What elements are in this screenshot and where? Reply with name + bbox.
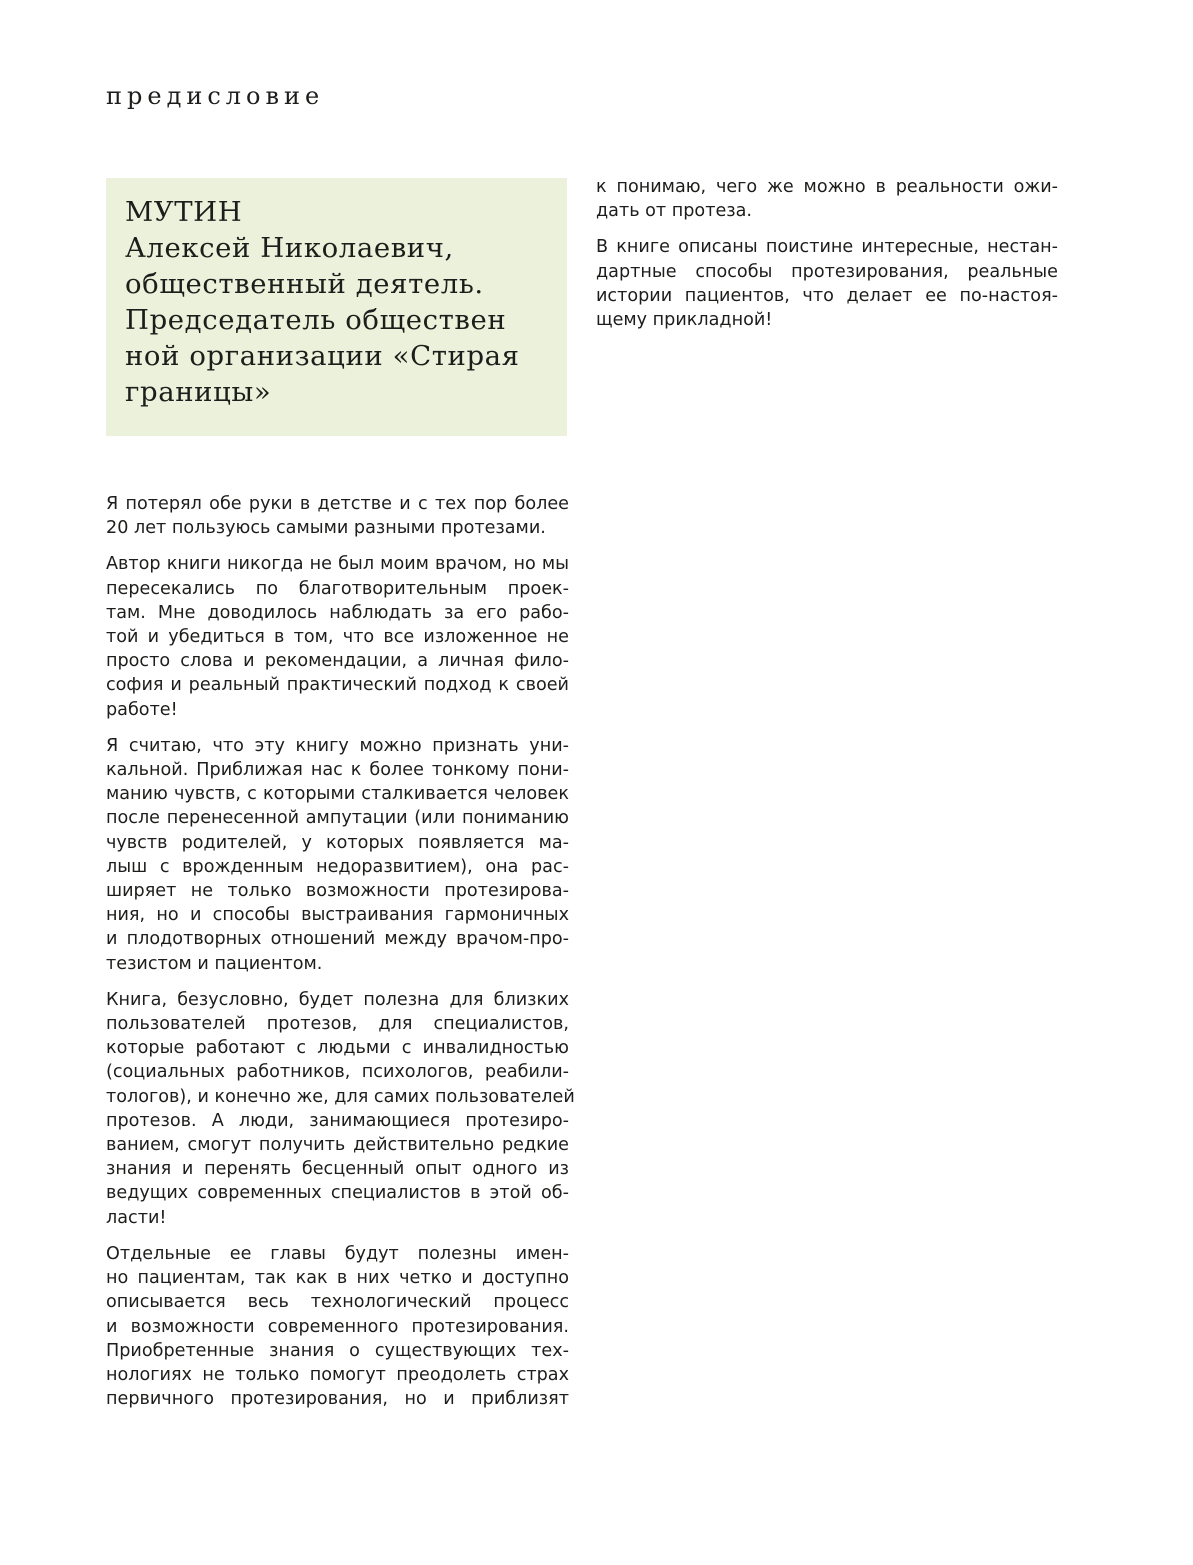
text-line: истории пациентов, что делает ее по-настоя-	[596, 285, 1058, 306]
author-info-line: границы»	[125, 376, 272, 408]
paragraph	[106, 492, 569, 540]
text-line: Я потерял обе руки в детстве и с тех пор более	[106, 494, 569, 514]
text-line: кальной. Приближая нас к более тонкому пони-	[106, 760, 569, 781]
text-line: софия и реальный практический подход к своей	[106, 675, 569, 696]
text-line: Автор книги никогда не был моим врачом, но мы	[106, 554, 569, 575]
text-line: и возможности современного протезирования.	[106, 1316, 569, 1337]
text-line: описывается весь технологический процесс	[106, 1292, 569, 1313]
author-info-box	[106, 178, 567, 436]
text-line: протезов. А люди, занимающиеся протезиро-	[106, 1110, 569, 1131]
text-line: просто слова и рекомендации, а личная фило-	[106, 651, 569, 672]
text-line: Я считаю, что эту книгу можно признать уни-	[106, 735, 569, 756]
text-line: тезистом и пациентом.	[106, 953, 323, 974]
text-line: ласти!	[106, 1207, 167, 1228]
text-line: тологов), и конечно же, для самих пользователей	[106, 1086, 575, 1107]
paragraph	[106, 1242, 569, 1411]
text-line: дартные способы протезирования, реальные	[596, 261, 1058, 282]
paragraph	[596, 175, 1058, 223]
text-line: к понимаю, чего же можно в реальности ожи-	[596, 177, 1058, 197]
text-line: чувств родителей, у которых появляется ма-	[106, 832, 569, 853]
text-line: ния, но и способы выстраивания гармоничных	[106, 905, 569, 926]
text-line: и плодотворных отношений между врачом-про-	[106, 929, 569, 950]
section-label: предисловие	[106, 82, 325, 110]
text-line: знания и перенять бесценный опыт одного из	[106, 1159, 569, 1180]
text-line: В книге описаны поистине интересные, нестан-	[596, 237, 1058, 258]
text-line: дать от протеза.	[596, 201, 752, 222]
text-line: которые работают с людьми с инвалидностью	[106, 1038, 569, 1059]
paragraph	[596, 235, 1058, 332]
text-line: Книга, безусловно, будет полезна для близких	[106, 989, 569, 1010]
text-line: той и убедиться в том, что все изложенное не	[106, 627, 569, 648]
text-line: (социальных работников, психологов, реабили-	[106, 1062, 569, 1083]
author-info-line: общественный деятель.	[125, 268, 484, 300]
paragraph	[106, 552, 569, 721]
author-info-line: Председатель обществен	[125, 304, 507, 336]
text-line: работе!	[106, 699, 178, 720]
author-surname: МУТИН	[125, 196, 243, 228]
text-line: после перенесенной ампутации (или пониманию	[106, 808, 569, 829]
right-column	[596, 175, 1058, 344]
text-line: лыш с врожденным недоразвитием), она рас-	[106, 856, 569, 877]
paragraph	[106, 734, 569, 976]
text-line: нологиях не только помогут преодолеть страх	[106, 1364, 569, 1385]
author-info-line: Алексей Николаевич,	[125, 232, 454, 264]
text-line: но пациентам, так как в них четко и доступно	[106, 1268, 569, 1289]
text-line: ведущих современных специалистов в этой об-	[106, 1183, 569, 1204]
text-line: манию чувств, с которыми сталкивается человек	[106, 784, 569, 805]
text-line: 20 лет пользуюсь самыми разными протезами.	[106, 518, 546, 539]
text-line: Отдельные ее главы будут полезны имен-	[106, 1243, 569, 1264]
author-info-line: ной организации «Стирая	[125, 340, 520, 372]
text-line: пересекались по благотворительным проек-	[106, 578, 569, 599]
text-line: там. Мне доводилось наблюдать за его рабо-	[106, 602, 569, 623]
text-line: ванием, смогут получить действительно редкие	[106, 1135, 569, 1156]
text-line: пользователей протезов, для специалистов,	[106, 1014, 569, 1035]
text-line: щему прикладной!	[596, 310, 773, 331]
paragraph	[106, 988, 575, 1230]
left-column	[106, 492, 575, 1423]
text-line: первичного протезирования, но и приблизят	[106, 1389, 569, 1410]
text-line: Приобретенные знания о существующих тех-	[106, 1340, 569, 1361]
text-line: ширяет не только возможности протезирова-	[106, 881, 569, 902]
